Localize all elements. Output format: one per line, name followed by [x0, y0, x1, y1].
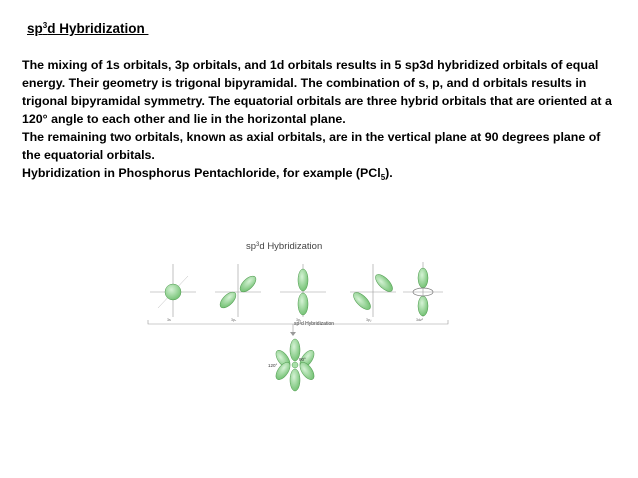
pz-orbital-icon — [350, 264, 396, 317]
figure-title-rest: d Hybridization — [259, 241, 323, 252]
orbital-label-px: 3pₓ — [231, 318, 237, 322]
figure-title-superscript: 3 — [256, 242, 260, 248]
dz2-orbital-icon — [403, 262, 443, 317]
example-text: Hybridization in Phosphorus Pentachloride, for example (PCl — [22, 166, 381, 180]
orbital-label-dz2: 3dz² — [416, 318, 423, 322]
title-text-rest: d Hybridization — [47, 21, 149, 36]
slide-title — [27, 21, 148, 36]
s-orbital-icon — [150, 264, 196, 317]
angle-120-label: 120° — [268, 363, 278, 368]
orbital-label-py: 3pᵧ — [296, 318, 302, 322]
px-orbital-icon — [215, 264, 261, 317]
sp3d-hybrid-orbital-icon — [273, 339, 317, 391]
paragraph-pcl5-example — [22, 164, 622, 187]
figure-subtitle: sp³d Hybridization — [294, 321, 335, 327]
body-text — [22, 56, 622, 187]
paragraph-axial-orbitals: The remaining two orbitals, known as axial orbitals, are in the vertical plane at 90 degrees plane of the equatorial orbitals. — [22, 130, 601, 162]
orbital-label-pz: 3p𝓏 — [366, 318, 372, 322]
example-text-end: ). — [385, 166, 393, 180]
angle-90-label: 90° — [299, 357, 306, 362]
example-subscript: 5 — [380, 173, 386, 182]
orbital-label-s: 3s — [167, 318, 171, 322]
py-orbital-icon — [280, 264, 326, 317]
figure-title-text: sp — [246, 241, 257, 252]
paragraph-sp3d-mixing: The mixing of 1s orbitals, 3p orbitals, and 1d orbitals results in 5 sp3d hybridized orbitals of equal energy. Their geometry is trigonal bipyramidal. The combination of s, p, and d orbitals results in trigonal bipyramidal symmetry. The equatorial orbitals are three hybrid orbitals that are oriented at a 120° angle to each other and lie in the horizontal plane. — [22, 58, 612, 126]
title-superscript: 3 — [42, 21, 48, 30]
hybridization-figure — [138, 232, 458, 392]
orbital-diagram — [138, 232, 458, 392]
title-text: sp — [27, 21, 43, 36]
